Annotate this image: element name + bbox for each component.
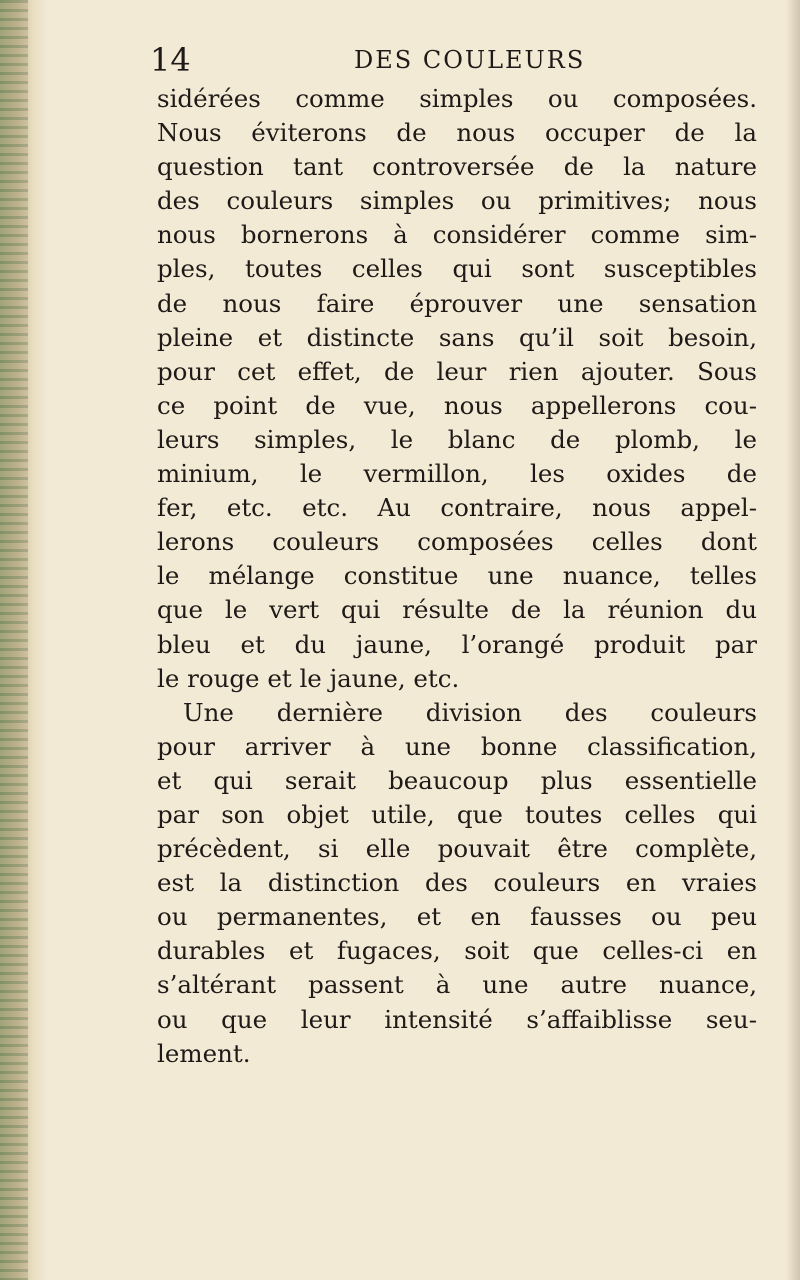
text-line: ce point de vue, nous appellerons cou- bbox=[157, 390, 757, 420]
text-line: minium, le vermillon, les oxides de bbox=[157, 459, 757, 489]
text-line: durables et fugaces, soit que celles-ci en bbox=[157, 936, 757, 966]
paragraph-1 bbox=[157, 82, 757, 696]
text-line: Nous éviterons de nous occuper de la bbox=[157, 118, 757, 148]
text-line: ou que leur intensité s’affaiblisse seu- bbox=[157, 1004, 757, 1034]
body-text bbox=[157, 82, 757, 1071]
paragraph-2 bbox=[157, 696, 757, 1071]
text-line: lerons couleurs composées celles dont bbox=[157, 527, 757, 557]
text-line: ples, toutes celles qui sont susceptibles bbox=[157, 254, 757, 284]
text-line: le rouge et le jaune, etc. bbox=[157, 663, 460, 693]
text-line: lement. bbox=[157, 1038, 251, 1068]
text-line: nous bornerons à considérer comme sim- bbox=[157, 220, 757, 250]
text-line: de nous faire éprouver une sensation bbox=[157, 288, 757, 318]
text-line: ou permanentes, et en fausses ou peu bbox=[157, 902, 757, 932]
text-line: s’altérant passent à une autre nuance, bbox=[157, 970, 757, 1000]
text-line: pour cet effet, de leur rien ajouter. Sous bbox=[157, 356, 757, 386]
text-line: est la distinction des couleurs en vraies bbox=[157, 868, 757, 898]
text-line: bleu et du jaune, l’orangé produit par bbox=[157, 629, 757, 659]
text-line: question tant controversée de la nature bbox=[157, 152, 757, 182]
page-binding-edge bbox=[0, 0, 28, 1280]
page-number: 14 bbox=[150, 41, 191, 79]
text-line: pour arriver à une bonne classification, bbox=[157, 731, 757, 761]
running-head bbox=[150, 40, 770, 80]
text-line: le mélange constitue une nuance, telles bbox=[157, 561, 757, 591]
text-line: et qui serait beaucoup plus essentielle bbox=[157, 765, 757, 795]
text-line: précèdent, si elle pouvait être complète, bbox=[157, 834, 757, 864]
running-title: DES COULEURS bbox=[354, 46, 586, 74]
text-line: que le vert qui résulte de la réunion du bbox=[157, 595, 757, 625]
text-line: pleine et distincte sans qu’il soit besoin, bbox=[157, 322, 757, 352]
text-line: leurs simples, le blanc de plomb, le bbox=[157, 424, 757, 454]
text-line: des couleurs simples ou primitives; nous bbox=[157, 186, 757, 216]
text-line: sidérées comme simples ou composées. bbox=[157, 84, 757, 113]
text-line: fer, etc. etc. Au contraire, nous appel- bbox=[157, 493, 757, 523]
text-line: Une dernière division des couleurs bbox=[183, 697, 757, 727]
text-line: par son objet utile, que toutes celles qui bbox=[157, 799, 757, 829]
